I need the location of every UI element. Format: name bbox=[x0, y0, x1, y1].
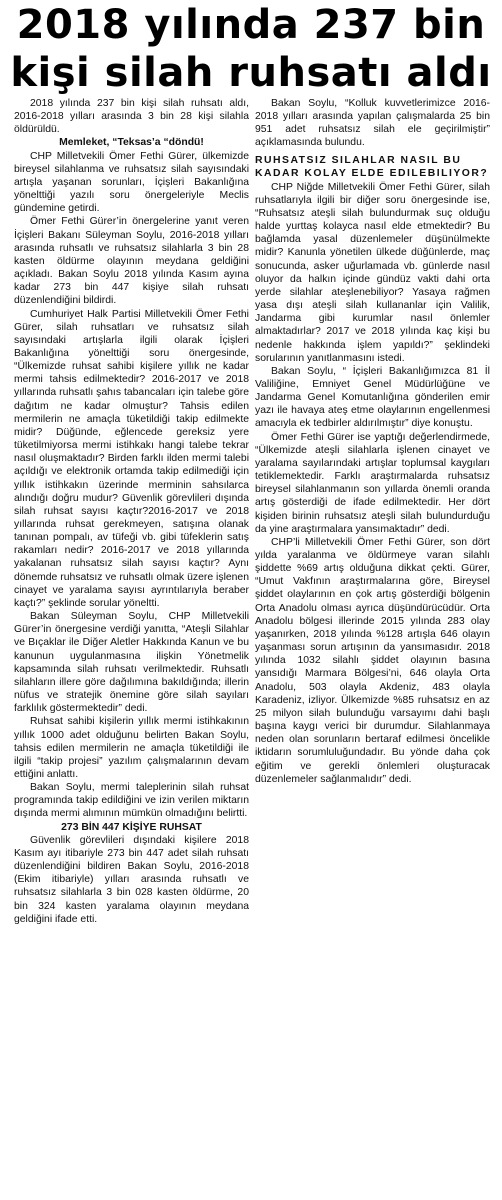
article-column-left bbox=[14, 97, 249, 1197]
article-column-right bbox=[255, 97, 490, 1197]
article-subheading: 273 BİN 447 KİŞİYE RUHSAT bbox=[61, 821, 202, 833]
article-paragraph: Bakan Soylu, “Kolluk kuvvetlerimizce 2016-2018 yılları arasında yapılan çalışmalarda 25 bin 951 adet ruhsatsız silah ele geçirilmiştir” açıklamasında bulundu. bbox=[255, 98, 490, 149]
article-paragraph: Güvenlik görevlileri dışındaki kişilere 2018 Kasım ayı itibariyle 273 bin 447 adet silah ruhsatı düzenlendiğini bildiren Bakan Soylu, 2016-2018 (Ekim itibariyle) yılları arasında ruhsatlı ve ruhsatsız silahlarla 3 bin 028 kasten öldürme, 20 bin 324 kasten yaralama olayının meydana geldiğini ifade etti. bbox=[14, 834, 249, 925]
article-paragraph: Bakan Soylu, “ İçişleri Bakanlığımızca 81 İl Valiliğine, Emniyet Genel Müdürlüğüne ve Jandarma Genel Komutanlığına gönderilen emir yazı ile havaya ateş etme olaylarının engellenmesi amacıyla ek tedbirler aldırılmıştır” diye konuştu. bbox=[255, 365, 490, 430]
headline-line-2: kişi silah ruhsatı aldı bbox=[10, 50, 492, 96]
article-paragraph: Ömer Fethi Gürer’in önergelerine yanıt veren İçişleri Bakanı Süleyman Soylu, 2016-2018 yılları arasında ruhsatlı ve ruhsatsız silahlarla 3 bin 28 kasten öldürme olayının meydana geldiğini açıkladı. Bakan Soylu 2018 yılında Kasım ayına kadar 273 bin 447 kişiye silah ruhsatı düzenlendiğini bildirdi. bbox=[14, 216, 249, 307]
headline-line-1: 2018 yılında 237 bin bbox=[16, 2, 486, 48]
article-paragraph: Ruhsat sahibi kişilerin yıllık mermi istihkakının yıllık 1000 adet olduğunu belirten Bakan Soylu, tahsis edilen mermilerin ne amaçla tüketildiği ile ilgili “takip projesi” yazılım çalışmalarının devam ettiğini anlattı. bbox=[14, 716, 249, 780]
article-subheading: Memleket, “Teksas’a “döndü! bbox=[59, 137, 204, 149]
article-paragraph: CHP’li Milletvekili Ömer Fethi Gürer, son dört yılda yaralanma ve öldürmeye varan silahlı şiddette %69 artış olduğuna dikkat çekti. Gürer, “Umut Vakfının araştırmalarına göre, Bireysel şiddet olaylarının en çok artış gösterdiği bölgenin Orta Anadolu olması ayrıca düşündürücüdür. Orta Anadolu bölgesi illerinde 2015 yılında 283 olay yaşanırken, 2018 yılında %128 artışla 646 olayın yaşanması sorun artışının da yansımasıdır. 2018 yılında 1032 silahlı şiddet olayının basına yansıdığı Marmara Bölgesi’ni, 646 olayla Orta Anadolu, 503 olayla Akdeniz, 483 olayla Karadeniz, izliyor. Ülkemizde %85 ruhsatsız en az 25 milyon silah bulunduğu varsayımı dahi başlı başına kaygı verici bir durumdur. Silahlanmaya neden olan sorunların bertaraf edilmesi öncelikle iktidarın sorumluluğundadır. Bu yönde daha çok eğitim ve gerekli önlemleri oluşturacak düzenlemeler sağlanmalıdır” dedi. bbox=[255, 536, 490, 785]
article-paragraph: Bakan Soylu, mermi taleplerinin silah ruhsat programında takip edildiğini ve izin verilen miktarın dışında mermi alımının mümkün olmadığını belirtti. bbox=[14, 782, 249, 820]
article-paragraph: CHP Milletvekili Ömer Fethi Gürer, ülkemizde bireysel silahlanma ve ruhsatsız silah sayısındaki artışla yaşanan sorunları, İçişleri Bakanlığına yönelttiği yazılı soru önergeleriyle Meclis gündemine getirdi. bbox=[14, 150, 249, 215]
article-paragraph: 2018 yılında 237 bin kişi silah ruhsatı aldı, 2016-2018 yılları arasında 3 bin 28 kişi silahla öldürüldü. bbox=[14, 98, 249, 136]
article-paragraph: Ömer Fethi Gürer ise yaptığı değerlendirmede, “Ülkemizde ateşli silahlarla işlenen cinayet ve yaralama sayılarındaki artışlar toplumsal kaygıları tetiklemektedir. Farklı araştırmalarda ruhsatsız bireysel silahlanmanın son yıllarda önemli oranda artış gösterdiği de ifade edilmektedir. Her dört kişiden birinin ruhsatsız ateşli silah bulundurduğu da yine araştırmalara yansımaktadır” dedi. bbox=[255, 431, 490, 535]
article-paragraph: Cumhuriyet Halk Partisi Milletvekili Ömer Fethi Gürer, silah ruhsatları ve ruhsatsız silah sayısındaki artışlarla ilgili olarak İçişleri Bakanlığına yönelttiği soru önergesinde, “Ülkemizde ruhsat sahibi kişilere yıllık ne kadar mermi tahsis edilmektedir? 2016-2017 ve 2018 yıllarında ruhsatlı şahıs tabancaları için talebe göre dağıtım ne kadar olmuştur? Tahsis edilen mermilerin ne amaçla tüketildiği takip edilmekte midir? Düğünde, eğlencede gereksiz yere tüketilmiyorsa mermi istihkakı hangi talebe tekrar nasıl oluşmaktadır? Birden farklı ilden mermi talebi açıldığı ve elektronik ortamda takip edilmediği için yıllık istihkakın üzerinde merminin sahsılarca alındığı doğru mudur? Güvenlik görevlileri dışında silah ruhsat sayısı kaçtır?2016-2017 ve 2018 yıllarında ruhsat gerekmeyen, satışına olanak tanınan pompalı, av tüfeği vb. gibi tüfeklerin satış rakamları nedir? 2016-2017 ve 2018 yıllarında yakalanan ruhsatsız silah sayısı kaçtır? Aynı dönemde ruhsatsız ve ruhsatlı olmak üzere işlenen cinayet ve yaralama sayısı ayrıntılarıyla beraber kaçtı?” şeklinde sorular yöneltti. bbox=[14, 308, 249, 609]
article-paragraph: CHP Niğde Milletvekili Ömer Fethi Gürer, silah ruhsatlarıyla ilgili bir diğer soru önergesinde ise, “Ruhsatsız ateşli silah bulundurmak suç olduğu halde yurttaş kolayca nasıl elde etmektedir? Bu bağlamda yasal düzenlemeler düşünülmekte midir? Kanunla yönetilen ülkede düğünlerde, maç sonucunda, asker uğurlamada vb. günlerde nasıl oluyor da halkın içinde gündüz vakti dahi orta yerde silahlar ateşlenebiliyor? Yasaya rağmen yasa dışı ateşli silah kullananlar için Valilik, Jandarma gibi kurumlar nasıl önlemler almaktadırlar? 2017 ve 2018 yılında kaç kişi bu nedenle hakkında işlem yapıldı?” şeklindeki sorularının yanıtlanmasını istedi. bbox=[255, 181, 490, 364]
article-paragraph: Bakan Süleyman Soylu, CHP Milletvekili Gürer’in önergesine verdiği yanıtta, “Ateşli Silahlar ve Bıçaklar ile Diğer Aletler Hakkında Kanun ve bu kanunun uygulanmasına ilişkin Yönetmelik kapsamında silah ruhsatı verilmektedir. Ruhsatlı silahların illere göre dağılımına bakıldığında; illerin nüfus ve stratejik önemine göre silah sayıları farklılık göstermektedir” dedi. bbox=[14, 611, 249, 715]
section-heading: RUHSATSIZ SILAHLAR NASIL BU KADAR KOLAY ELDE EDILEBILIYOR? bbox=[255, 154, 489, 180]
